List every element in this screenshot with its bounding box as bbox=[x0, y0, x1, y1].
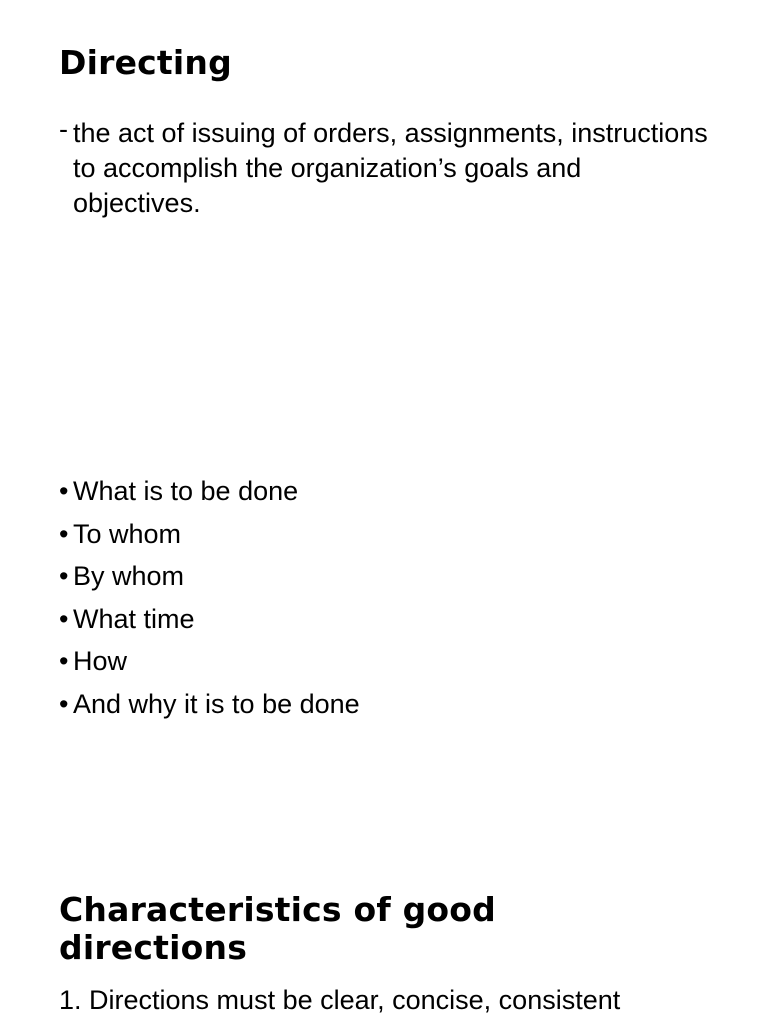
list-item-text: What time bbox=[73, 603, 195, 634]
list-item bbox=[59, 643, 360, 686]
numbered-item: 1. Directions must be clear, concise, consistent bbox=[59, 985, 621, 1015]
bullet-marker: • bbox=[59, 476, 69, 506]
list-item-text: How bbox=[73, 646, 128, 677]
bullet-marker: • bbox=[59, 561, 69, 592]
list-item bbox=[59, 473, 360, 516]
bullet-marker: • bbox=[59, 603, 69, 634]
section-heading-characteristics: Characteristics of good directions bbox=[59, 890, 496, 967]
bullet-list bbox=[59, 473, 360, 729]
definition-text: the act of issuing of orders, assignments, instructions to accomplish the organization’s goals and objectives. bbox=[73, 118, 708, 218]
list-item-text: By whom bbox=[73, 561, 185, 592]
section-heading-directing: Directing bbox=[59, 43, 232, 82]
dash-marker: - bbox=[59, 114, 68, 144]
definition-paragraph bbox=[59, 116, 713, 221]
list-item-text: And why it is to be done bbox=[73, 688, 360, 719]
list-item bbox=[59, 516, 360, 559]
bullet-marker: • bbox=[59, 646, 69, 677]
bullet-marker: • bbox=[59, 518, 69, 549]
list-item bbox=[59, 686, 360, 729]
list-item bbox=[59, 558, 360, 601]
list-item-text: To whom bbox=[73, 518, 182, 549]
bullet-marker: • bbox=[59, 688, 69, 719]
list-item-text: What is to be done bbox=[73, 476, 299, 506]
list-item bbox=[59, 601, 360, 644]
